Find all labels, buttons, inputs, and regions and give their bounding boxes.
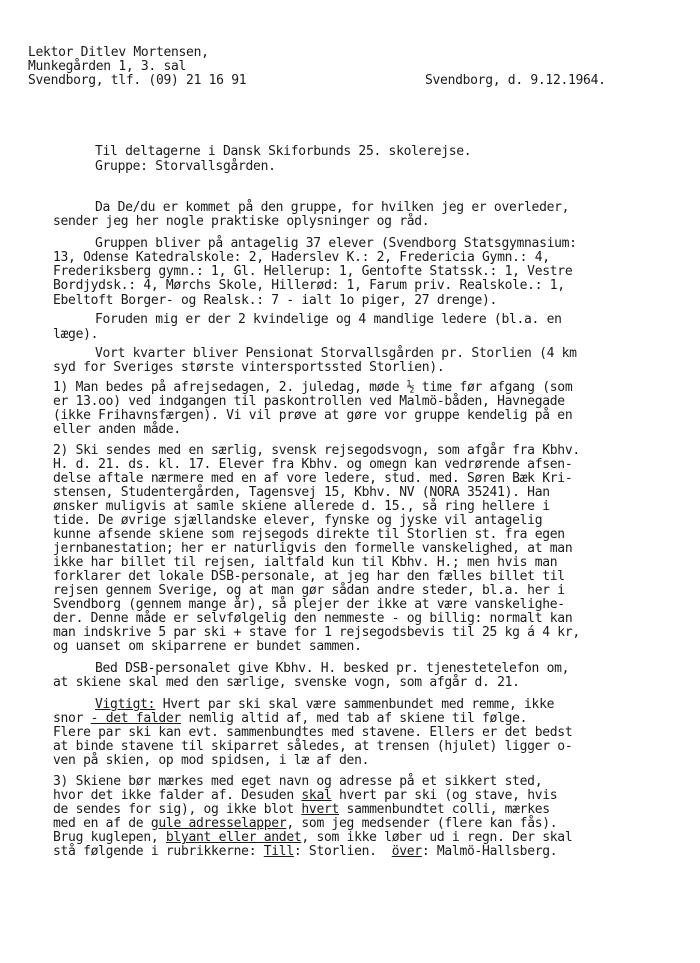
- body-line: sender jeg her nogle praktiske oplysninger og råd.: [53, 214, 430, 229]
- sender-city-phone: Svendborg, tlf. (09) 21 16 91: [28, 73, 247, 88]
- body-line: ikke har billet til rejsen, ialtfald kun til Kbhv. H.; men hvis man: [53, 555, 558, 570]
- body-line: og uanset om skiparrene er bundet sammen.: [53, 639, 362, 654]
- body-line: [53, 816, 557, 831]
- body-line: [53, 802, 550, 817]
- body-line: kunne afsende skiene som rejsegods direkte til Storlien st. fra egen: [53, 527, 565, 542]
- body-line: ønsker muligvis at samle skiene allerede d. 15., så ring hellere i: [53, 499, 550, 514]
- body-line: 13, Odense Katedralskole: 2, Haderslev K.: 2, Fredericia Gymn.: 4,: [53, 250, 550, 265]
- body-line: Gruppen bliver på antagelig 37 elever (Svendborg Statsgymnasium:: [95, 236, 577, 251]
- body-line: rejsen gennem Sverige, og at man gør sådan andre steder, bl.a. her i: [53, 583, 565, 598]
- body-text: stå følgende i rubrikkerne:: [53, 844, 264, 859]
- body-line: [53, 788, 557, 803]
- underlined-text: över: [391, 844, 422, 859]
- body-line: [53, 844, 557, 859]
- body-text: snor: [53, 711, 91, 726]
- heading-line-2: Gruppe: Storvallsgården.: [95, 159, 276, 174]
- body-line: at skiene skal med den særlige, svenske vogn, som afgår d. 21.: [53, 675, 520, 690]
- body-text: nemlig altid af, med tab af skiene til følge.: [180, 711, 528, 726]
- underlined-text: - det falder: [90, 711, 181, 726]
- body-text: sammenbundtet colli, mærkes: [339, 802, 550, 817]
- body-line: Frederiksberg gymn.: 1, Gl. Hellerup: 1, Gentofte Statssk.: 1, Vestre: [53, 264, 573, 279]
- body-line: Bed DSB-personalet give Kbhv. H. besked pr. tjenestetelefon om,: [95, 661, 570, 676]
- body-line: Da De/du er kommet på den gruppe, for hvilken jeg er overleder,: [95, 200, 570, 215]
- body-line: eller anden måde.: [53, 422, 181, 437]
- body-line: [95, 697, 554, 712]
- body-line: jernbanestation; her er naturligvis den formelle vanskelighed, at man: [53, 541, 573, 556]
- underlined-text: skal: [301, 788, 332, 803]
- body-line: syd for Sveriges største vintersportssted Storlien).: [53, 360, 445, 375]
- body-line: Foruden mig er der 2 kvindelige og 4 mandlige ledere (bl.a. en: [95, 312, 562, 327]
- body-line: 1) Man bedes på afrejsedagen, 2. juledag, møde ½ time før afgang (som: [53, 380, 573, 395]
- body-text: med en af de: [53, 816, 151, 831]
- letter-date: Svendborg, d. 9.12.1964.: [425, 73, 606, 88]
- body-line: læge).: [53, 327, 99, 342]
- body-line: Svendborg (gennem mange år), så plejer der ikke at være vanskelighe-: [53, 597, 565, 612]
- heading-line-1: Til deltagerne i Dansk Skiforbunds 25. skolerejse.: [95, 144, 472, 159]
- body-text: : Storlien.: [293, 844, 392, 859]
- underlined-text: hvert: [301, 802, 340, 817]
- sender-name: Lektor Ditlev Mortensen,: [28, 45, 209, 60]
- body-line: tide. De øvrige sjællandske elever, fynske og jyske vil antagelig: [53, 513, 543, 528]
- body-line: delse aftale nærmere med en af vore ledere, stud. med. Søren Bæk Kri-: [53, 471, 573, 486]
- body-text: de sendes for sig), og ikke blot: [53, 802, 302, 817]
- body-text: hvert par ski (og stave, hvis: [331, 788, 558, 803]
- body-text: hvor det ikke falder af. Desuden: [53, 788, 302, 803]
- underlined-text: Till: [263, 844, 294, 859]
- body-line: H. d. 21. ds. kl. 17. Elever fra Kbhv. og omegn kan vedrørende afsen-: [53, 457, 573, 472]
- body-line: (ikke Frihavnsfærgen). Vi vil prøve at gøre vor gruppe kendelig på en: [53, 408, 573, 423]
- underlined-text: gule adresselapper: [150, 816, 287, 831]
- body-line: 3) Skiene bør mærkes med eget navn og adresse på et sikkert sted,: [53, 774, 543, 789]
- body-line: 2) Ski sendes med en særlig, svensk rejsegodsvogn, som afgår fra Kbhv.: [53, 443, 580, 458]
- body-text: Hvert par ski skal være sammenbundet med remme, ikke: [155, 697, 555, 712]
- body-line: [53, 830, 572, 845]
- body-text: , som jeg medsender (flere kan fås).: [286, 816, 558, 831]
- body-line: at binde stavene til skiparret således, at trensen (hjulet) ligger o-: [53, 739, 573, 754]
- body-line: ven på skien, op mod spidsen, i læ af den.: [53, 753, 370, 768]
- body-line: [53, 711, 527, 726]
- body-line: forklarer det lokale DSB-personale, at jeg har den fælles billet til: [53, 569, 565, 584]
- body-line: stensen, Studentergården, Tagensvej 15, Kbhv. NV (NORA 35241). Han: [53, 485, 550, 500]
- body-line: Bordjydsk.: 4, Mørchs Skole, Hillerød: 1, Farum priv. Realskole.: 1,: [53, 278, 565, 293]
- body-text: : Malmö-Hallsberg.: [421, 844, 558, 859]
- body-line: Ebeltoft Borger- og Realsk.: 7 - ialt 1o piger, 27 drenge).: [53, 293, 498, 308]
- body-line: der. Denne måde er selvfølgelig den nemmeste - og billig: normalt kan: [53, 611, 573, 626]
- sender-address: Munkegården 1, 3. sal: [28, 59, 187, 74]
- vigtigt-label: Vigtigt:: [95, 697, 156, 712]
- body-line: Vort kvarter bliver Pensionat Storvallsgården pr. Storlien (4 km: [95, 346, 577, 361]
- body-line: er 13.oo) ved indgangen til paskontrollen ved Malmö-båden, Havnegade: [53, 394, 565, 409]
- body-text: , som ikke løber ud i regn. Der skal: [301, 830, 573, 845]
- body-line: man indskrive 5 par ski + stave for 1 rejsegodsbevis til 25 kg á 4 kr,: [53, 625, 580, 640]
- body-text: Brug kuglepen,: [53, 830, 166, 845]
- body-line: Flere par ski kan evt. sammenbundtes med stavene. Ellers er det bedst: [53, 725, 573, 740]
- underlined-text: blyant eller andet: [165, 830, 302, 845]
